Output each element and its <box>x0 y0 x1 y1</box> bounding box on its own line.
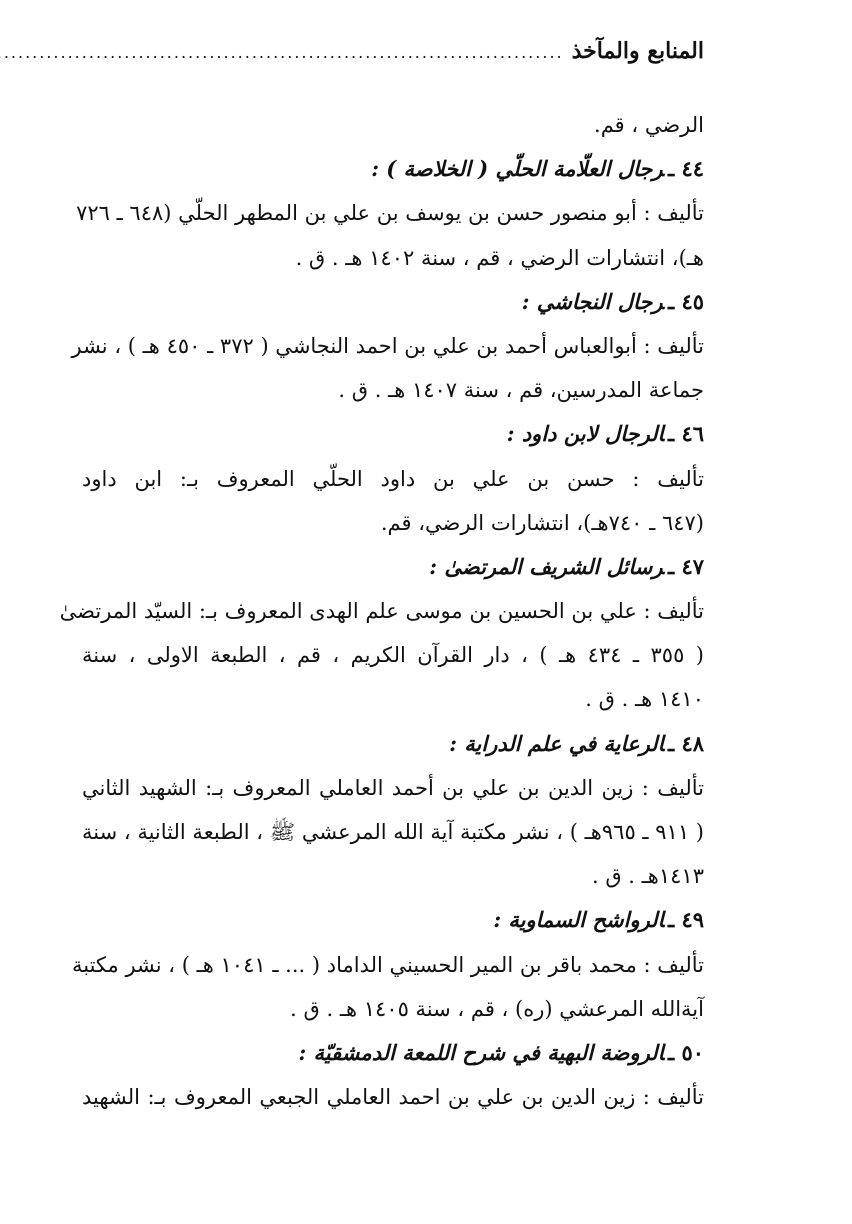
leader-dots <box>0 43 564 62</box>
entry-number: ٤٤ ـ <box>667 156 704 182</box>
entry-text-line: تأليف : محمد باقر بن المير الحسيني الداماد ( ... ـ ١٠٤١ هـ ) ، نشر مكتبة <box>71 952 704 977</box>
entry-title <box>82 280 704 324</box>
entry-text-line: تأليف : زين الدين بن علي بن أحمد العاملي المعروف بـ: الشهيد الثاني <box>82 775 704 800</box>
entry-title <box>82 1031 704 1075</box>
entry-text-line: آيةالله المرعشي (ره) ، قم ، سنة ١٤٠٥ هـ . ق . <box>290 996 704 1021</box>
bibliography-list <box>59 103 704 1119</box>
entry-number: ٤٦ ـ <box>667 421 704 447</box>
running-title: المنابع والمآخذ <box>571 38 704 64</box>
entry-number: ٤٨ ـ <box>667 730 704 756</box>
entry-text-line: (٦٤٧ ـ ٧٤٠هـ)، انتشارات الرضي، قم. <box>380 510 704 535</box>
entry-text-line: تأليف : حسن بن علي بن داود الحلّي المعروف بـ: ابن داود <box>82 466 704 491</box>
book-page <box>59 38 704 1119</box>
entry-text-line: تأليف : أبو منصور حسن بن يوسف بن علي بن المطهر الحلّي (٦٤٨ ـ ٧٢٦ <box>76 201 704 226</box>
page-header <box>82 38 704 82</box>
entry-text-line: ( ٩١١ ـ ٩٦٥هـ ) ، نشر مكتبة آية الله المرعشي ﷺ ، الطبعة الثانية ، سنة <box>82 820 704 844</box>
entry-text-line: جماعة المدرسين، قم ، سنة ١٤٠٧ هـ . ق . <box>338 378 704 403</box>
entry-title-text: الرواشح السماوية : <box>493 907 664 933</box>
entry-title-text: الروضة البهية في شرح اللمعة الدمشقيّة : <box>298 1039 664 1065</box>
entry-title-text: الرجال لابن داود : <box>506 421 664 447</box>
entry-text-line: تأليف : علي بن الحسين بن موسى علم الهدى المعروف بـ: السيّد المرتضىٰ <box>59 599 704 624</box>
entry-title-text: رجال النجاشي : <box>521 288 664 314</box>
entry-text-line: ١٤١٠ هـ . ق . <box>585 687 704 712</box>
entry-title <box>82 147 704 191</box>
entry-number: ٤٥ ـ <box>667 288 704 314</box>
entry-text-line: تأليف : أبوالعباس أحمد بن علي بن احمد النجاشي ( ٣٧٢ ـ ٤٥٠ هـ ) ، نشر <box>71 333 704 358</box>
entry-text-line: ( ٣٥٥ ـ ٤٣٤ هـ ) ، دار القرآن الكريم ، قم ، الطبعة الاولى ، سنة <box>82 643 704 668</box>
entry-title <box>82 898 704 942</box>
entry-text-line: ١٤١٣هـ . ق . <box>591 864 704 889</box>
entry-title <box>82 722 704 766</box>
entry-title-text: رجال العلّامة الحلّي ( الخلاصة ) : <box>371 156 664 182</box>
entry-title-text: رسائل الشريف المرتضىٰ : <box>429 553 664 579</box>
entry-title-text: الرعاية في علم الدراية : <box>449 730 664 756</box>
entry-text-line: الرضي ، قم. <box>594 113 704 137</box>
entry-number: ٥٠ ـ <box>667 1039 704 1065</box>
entry-text-line: هـ)، انتشارات الرضي ، قم ، سنة ١٤٠٢ هـ . ق . <box>295 245 704 270</box>
entry-title <box>82 412 704 456</box>
entry-number: ٤٩ ـ <box>667 907 704 933</box>
entry-title <box>82 545 704 589</box>
entry-text-line: تأليف : زين الدين بن علي بن احمد العاملي الجبعي المعروف بـ: الشهيد <box>82 1085 704 1110</box>
entry-number: ٤٧ ـ <box>667 553 704 579</box>
